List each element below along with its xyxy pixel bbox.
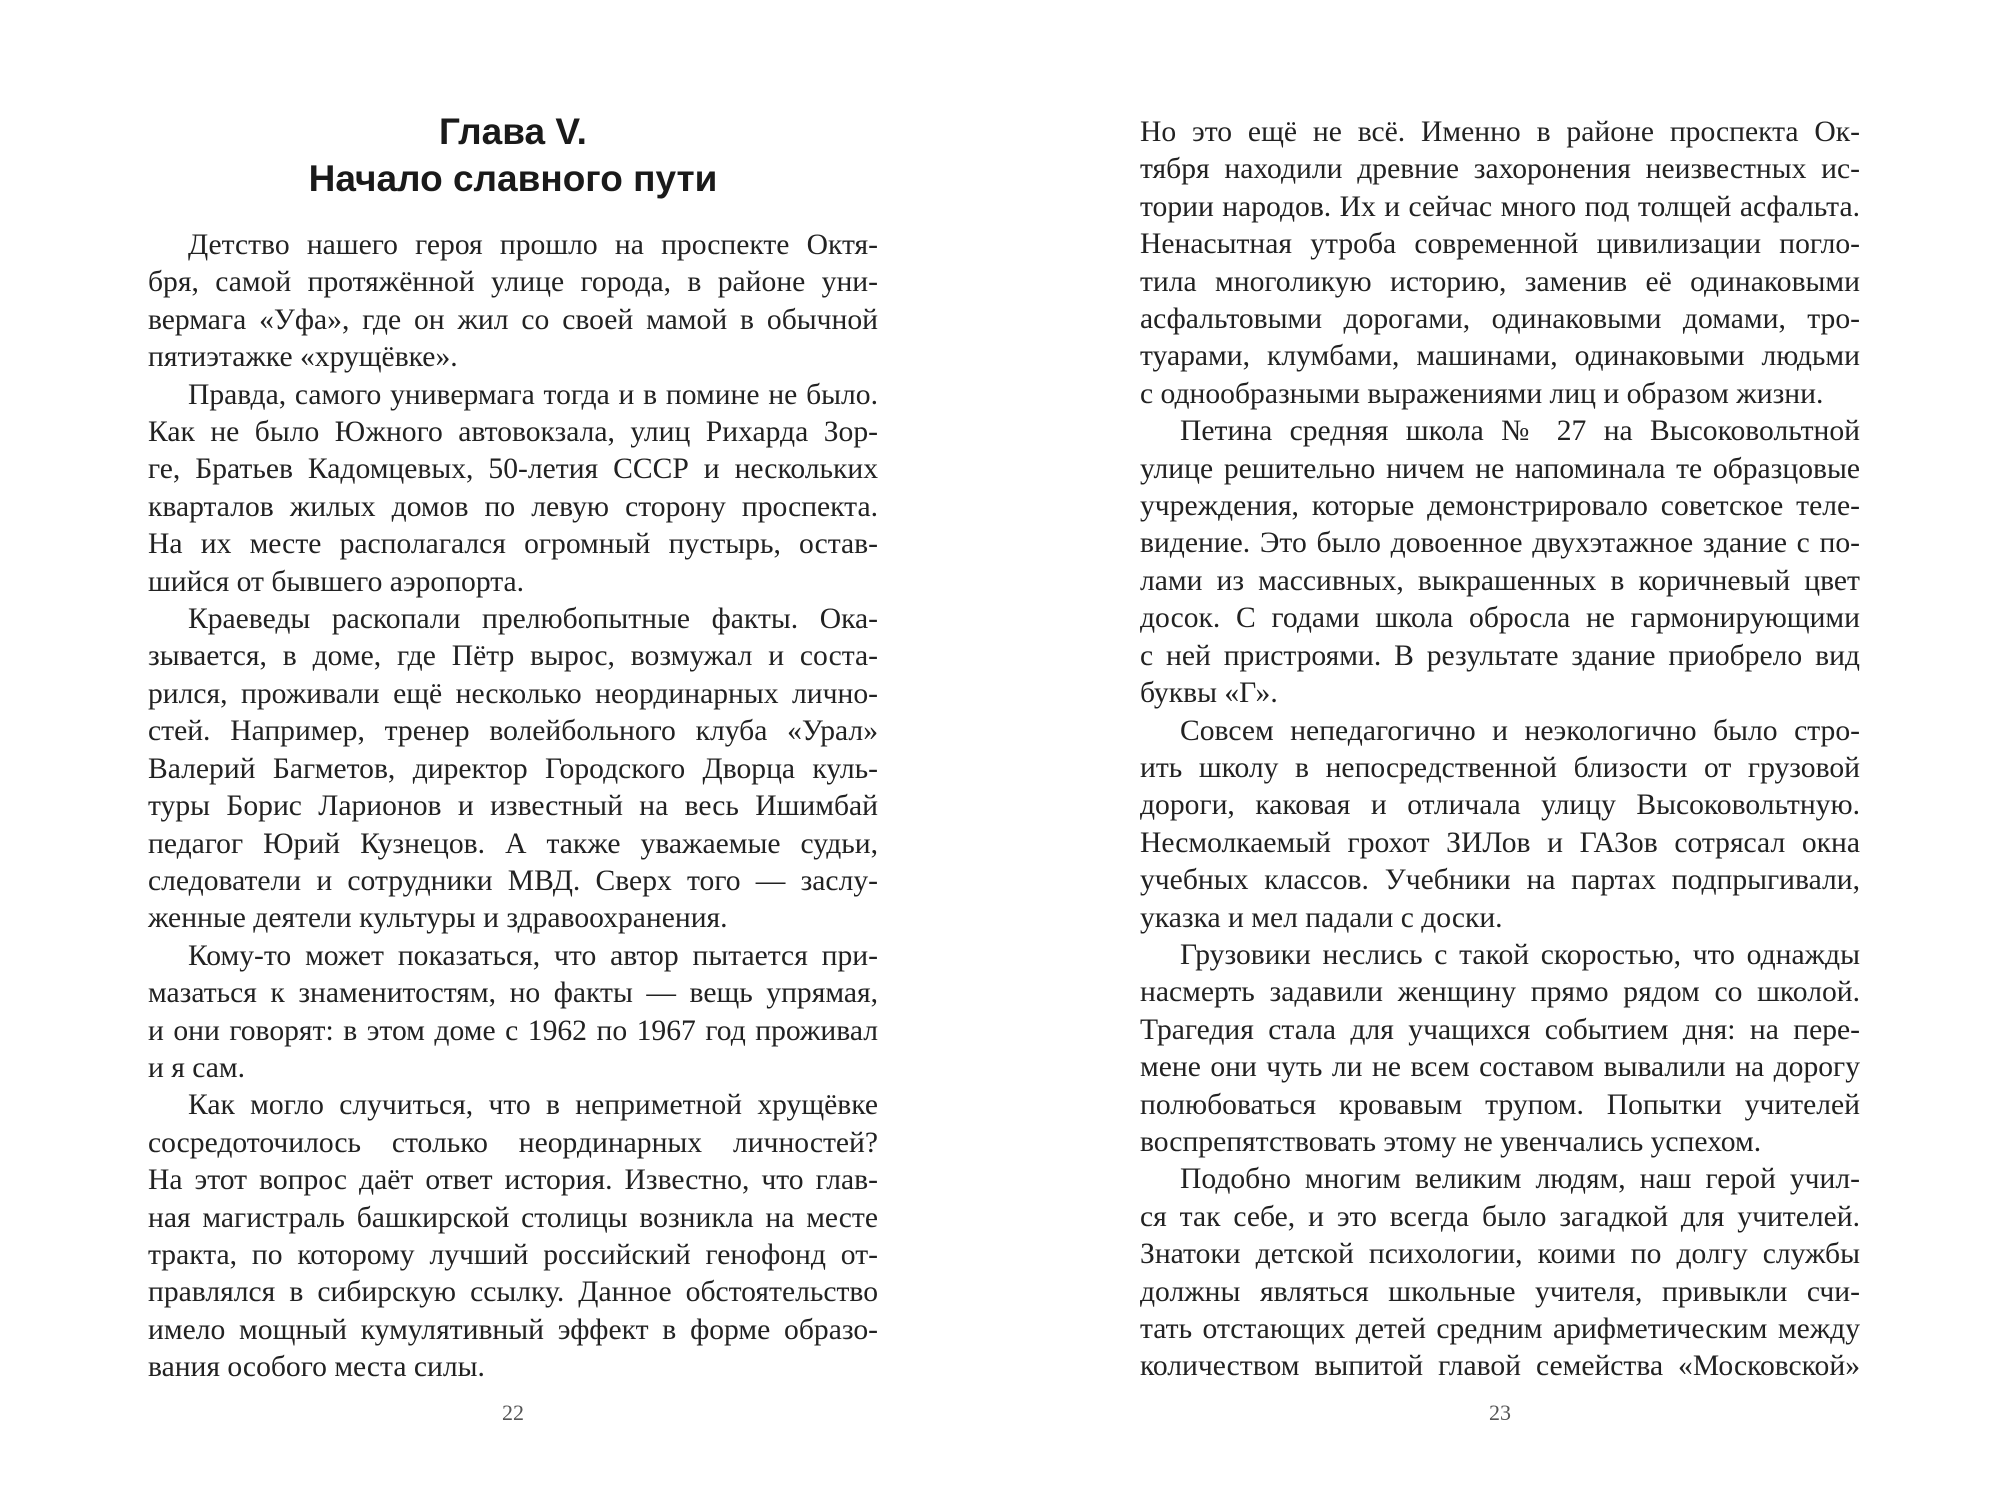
text-line: должны являться школьные учителя, привыкли счи-: [1140, 1275, 1860, 1308]
text-line: педагог Юрий Кузнецов. А также уважаемые судьи,: [148, 827, 878, 860]
text-line: Как могло случиться, что в неприметной хрущёвке: [188, 1089, 878, 1122]
text-line: Трагедия стала для учащихся событием дня: на пере-: [1140, 1013, 1860, 1046]
text-line: бря, самой протяжённой улице города, в районе уни-: [148, 266, 878, 299]
right-page: [1140, 0, 1860, 1507]
text-line: На их месте располагался огромный пустырь, остав-: [148, 528, 878, 561]
text-line: тать отстающих детей средним арифметическим между: [1140, 1313, 1860, 1345]
text-line: стей. Например, тренер волейбольного клуба «Урал»: [148, 715, 878, 748]
text-line: Валерий Багметов, директор Городского Дворца куль-: [148, 752, 878, 785]
text-line: Кому-то может показаться, что автор пытается при-: [188, 939, 878, 972]
text-line: рился, проживали ещё несколько неординарных лично-: [148, 677, 878, 710]
text-line: вермага «Уфа», где он жил со своей мамой в обычной: [148, 303, 878, 336]
left-page-body: [148, 227, 878, 1387]
text-line: туарами, клумбами, машинами, одинаковыми людьми: [1140, 340, 1860, 373]
text-line: тракта, по которому лучший российский генофонд от-: [148, 1238, 878, 1271]
text-line: асфальтовыми дорогами, одинаковыми домами, тро-: [1140, 303, 1860, 336]
text-line: ить школу в непосредственной близости от грузовой: [1140, 751, 1860, 784]
text-line: Но это ещё не всё. Именно в районе проспекта Ок-: [1140, 116, 1860, 148]
text-line: учреждения, которые демонстрировало советское теле-: [1140, 490, 1860, 523]
text-line: учебных классов. Учебники на партах подпрыгивали,: [1140, 864, 1860, 897]
text-line: Знатоки детской психологии, коими по долгу службы: [1140, 1238, 1860, 1271]
text-line: Краеведы раскопали прелюбопытные факты. Ока-: [188, 603, 878, 636]
text-line: Ненасытная утроба современной цивилизации погло-: [1140, 228, 1860, 261]
text-line: Как не было Южного автовокзала, улиц Рихарда Зор-: [148, 416, 878, 449]
text-line: воспрепятствовать этому не увенчались успехом.: [1140, 1125, 1762, 1158]
page-number-left: 22: [502, 1400, 524, 1425]
text-line: количеством выпитой главой семейства «Московской»: [1140, 1350, 1860, 1383]
text-line: улице решительно ничем не напоминала те образцовые: [1140, 452, 1860, 485]
text-line: Детство нашего героя прошло на проспекте Октя-: [188, 229, 878, 261]
text-line: досок. С годами школа обросла не гармонирующими: [1140, 602, 1860, 635]
text-line: с однообразными выражениями лиц и образом жизни.: [1140, 377, 1824, 410]
text-line: шийся от бывшего аэропорта.: [148, 565, 525, 598]
text-line: тории народов. Их и сейчас много под толщей асфальта.: [1140, 190, 1860, 223]
text-line: ная магистраль башкирской столицы возникла на месте: [148, 1201, 878, 1234]
text-line: указка и мел падали с доски.: [1140, 901, 1503, 934]
text-line: ге, Братьев Кадомцевых, 50-летия СССР и нескольких: [148, 453, 878, 486]
page-number-right: 23: [1489, 1400, 1511, 1425]
text-line: Подобно многим великим людям, наш герой учил-: [1180, 1163, 1860, 1196]
text-line: кварталов жилых домов по левую сторону проспекта.: [148, 490, 878, 523]
text-line: Грузовики неслись с такой скоростью, что однажды: [1180, 938, 1860, 971]
text-line: правлялся в сибирскую ссылку. Данное обстоятельство: [148, 1276, 878, 1309]
left-page: [148, 0, 878, 1507]
text-line: следователи и сотрудники МВД. Сверх того — заслу-: [148, 864, 878, 897]
text-line: и я сам.: [148, 1051, 246, 1084]
text-line: Совсем непедагогично и неэкологично было стро-: [1180, 714, 1860, 747]
text-line: дороги, каковая и отличала улицу Высоковольтную.: [1140, 789, 1860, 822]
text-line: тила многоликую историю, заменив её одинаковыми: [1140, 265, 1860, 298]
text-line: и они говорят: в этом доме с 1962 по 1967 год проживал: [148, 1014, 878, 1047]
text-line: буквы «Г».: [1140, 677, 1278, 710]
text-line: ся так себе, и это всегда было загадкой для учителей.: [1140, 1200, 1860, 1233]
text-line: пятиэтажке «хрущёвке».: [148, 341, 458, 374]
text-line: вания особого места силы.: [148, 1351, 485, 1384]
text-line: Петина средняя школа № 27 на Высоковольтной: [1180, 415, 1860, 448]
text-line: насмерть задавили женщину прямо рядом со школой.: [1140, 976, 1860, 1009]
text-line: сосредоточилось столько неординарных личностей?: [148, 1126, 878, 1159]
text-line: зывается, в доме, где Пётр вырос, возмужал и соста-: [148, 640, 878, 673]
text-line: Несмолкаемый грохот ЗИЛов и ГАЗов сотрясал окна: [1140, 826, 1860, 859]
text-line: тября находили древние захоронения неизвестных ис-: [1140, 153, 1860, 186]
chapter-title: Начало славного пути: [308, 158, 718, 199]
right-page-body: [1140, 114, 1860, 1386]
chapter-heading: [148, 108, 878, 202]
text-line: женные деятели культуры и здравоохранения.: [148, 902, 728, 935]
text-line: видение. Это было довоенное двухэтажное здание с по-: [1140, 527, 1860, 560]
text-line: полюбоваться кровавым трупом. Попытки учителей: [1140, 1088, 1860, 1121]
text-line: мазаться к знаменитостям, но факты — вещь упрямая,: [148, 977, 878, 1010]
text-line: Правда, самого универмага тогда и в помине не было.: [188, 378, 878, 411]
text-line: На этот вопрос даёт ответ история. Известно, что глав-: [148, 1164, 878, 1197]
text-line: лами из массивных, выкрашенных в коричневый цвет: [1140, 564, 1860, 597]
text-line: имело мощный кумулятивный эффект в форме образо-: [148, 1313, 878, 1346]
chapter-number: Глава V.: [439, 111, 587, 152]
text-line: мене они чуть ли не всем составом вывалили на дорогу: [1140, 1051, 1860, 1084]
text-line: туры Борис Ларионов и известный на весь Ишимбай: [148, 790, 878, 823]
text-line: с ней пристроями. В результате здание приобрело вид: [1140, 639, 1860, 672]
